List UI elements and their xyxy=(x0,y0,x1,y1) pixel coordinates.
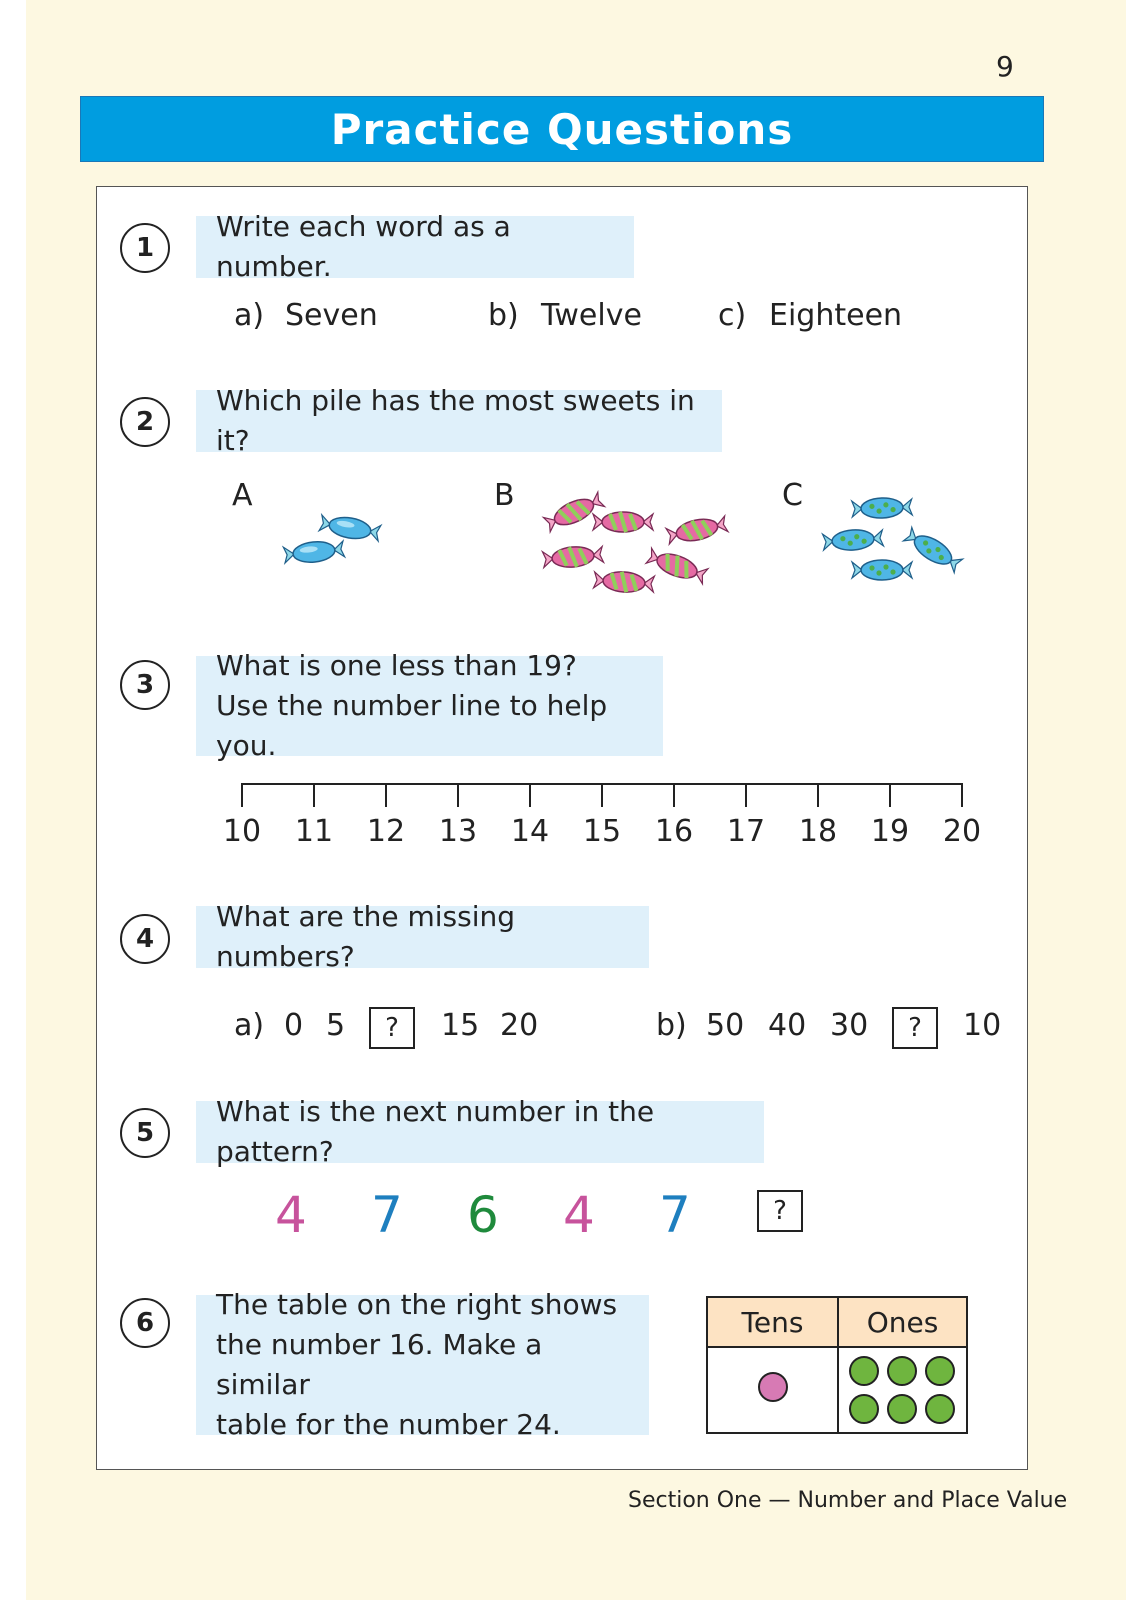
pattern-number: 4 xyxy=(275,1186,307,1244)
ones-counter xyxy=(887,1394,917,1424)
pile-a-label: A xyxy=(232,478,253,513)
q4a-missing-box[interactable] xyxy=(369,1007,415,1049)
question-5-prompt xyxy=(196,1095,764,1168)
ones-header xyxy=(839,1298,966,1348)
number-line-label: 20 xyxy=(942,814,982,849)
question-4-text: What are the missing numbers? xyxy=(216,900,516,973)
pink-striped-sweet-icon xyxy=(645,546,708,585)
question-2-text: Which pile has the most sweets in it? xyxy=(216,384,695,457)
question-4-prompt xyxy=(196,900,649,973)
pile-b-label: B xyxy=(494,478,515,513)
question-5-text: What is the next number in the pattern? xyxy=(216,1095,655,1168)
question-6-line-3: table for the number 24. xyxy=(216,1408,561,1441)
q4b-value: 40 xyxy=(768,1008,807,1043)
q1-part-b-word: Twelve xyxy=(541,298,642,333)
q4b-value: 10 xyxy=(963,1008,1002,1043)
question-3-line-1: What is one less than 19? xyxy=(216,649,577,682)
question-number-5: 5 xyxy=(120,1108,170,1158)
question-number-2: 2 xyxy=(120,397,170,447)
number-line-label: 10 xyxy=(222,814,262,849)
number-line-label: 14 xyxy=(510,814,550,849)
ones-counter xyxy=(925,1394,955,1424)
place-value-table xyxy=(706,1296,968,1434)
pile-a xyxy=(283,513,381,565)
page-number: 9 xyxy=(996,50,1014,83)
question-6-line-2: the number 16. Make a similar xyxy=(216,1328,543,1401)
pile-c-label: C xyxy=(782,478,803,513)
ones-counter xyxy=(925,1356,955,1386)
q4a-value: 15 xyxy=(441,1008,480,1043)
number-line-label: 13 xyxy=(438,814,478,849)
question-3-line-2: Use the number line to help you. xyxy=(216,689,608,762)
number-line-label: 19 xyxy=(870,814,910,849)
question-number-1: 1 xyxy=(120,223,170,273)
pattern-number: 7 xyxy=(659,1186,691,1244)
question-number-6: 6 xyxy=(120,1298,170,1348)
q1-part-a-label: a) xyxy=(234,298,265,333)
ones-counter xyxy=(849,1356,879,1386)
number-line-label: 18 xyxy=(798,814,838,849)
blue-spotted-sweet-icon xyxy=(822,528,883,552)
blue-spotted-sweet-icon xyxy=(902,526,963,575)
tens-counter xyxy=(758,1372,788,1402)
question-3-prompt xyxy=(196,649,663,762)
question-6-prompt xyxy=(196,1288,649,1441)
q4b-value: 30 xyxy=(830,1008,869,1043)
pattern-number: 6 xyxy=(467,1186,499,1244)
pink-striped-sweet-icon xyxy=(593,512,653,532)
tens-header xyxy=(708,1298,837,1348)
q4-part-b-label: b) xyxy=(656,1008,687,1043)
ones-counter xyxy=(887,1356,917,1386)
ones-counter xyxy=(849,1394,879,1424)
question-number-3: 3 xyxy=(120,660,170,710)
question-number-4: 4 xyxy=(120,914,170,964)
pile-b xyxy=(542,490,728,594)
q4a-value: 0 xyxy=(284,1008,304,1043)
q1-part-b-label: b) xyxy=(488,298,519,333)
pattern-number: 4 xyxy=(563,1186,595,1244)
blue-sweet-icon xyxy=(319,513,382,543)
table-divider xyxy=(837,1298,839,1432)
pile-c xyxy=(822,497,963,580)
ones-header-label: Ones xyxy=(866,1305,939,1339)
q4b-value: 50 xyxy=(706,1008,745,1043)
section-footer: Section One — Number and Place Value xyxy=(628,1488,1068,1513)
pink-striped-sweet-icon xyxy=(666,514,729,546)
q4a-value: 20 xyxy=(500,1008,539,1043)
question-1-text: Write each word as a number. xyxy=(216,210,511,283)
pink-striped-sweet-icon xyxy=(542,544,604,569)
blue-spotted-sweet-icon xyxy=(852,497,913,519)
pattern-missing-mark: ? xyxy=(773,1196,787,1226)
q4-part-a-label: a) xyxy=(234,1008,265,1043)
number-line-label: 12 xyxy=(366,814,406,849)
tens-header-label: Tens xyxy=(741,1305,804,1339)
q1-part-c-label: c) xyxy=(718,298,747,333)
pink-striped-sweet-icon xyxy=(593,570,654,594)
q4b-missing-mark: ? xyxy=(908,1013,922,1043)
blue-spotted-sweet-icon xyxy=(852,560,912,580)
q1-part-a-word: Seven xyxy=(285,298,378,333)
number-line-label: 16 xyxy=(654,814,694,849)
q1-part-c-word: Eighteen xyxy=(769,298,903,333)
number-line-label: 17 xyxy=(726,814,766,849)
q4a-value: 5 xyxy=(326,1008,346,1043)
q4b-missing-box[interactable] xyxy=(892,1007,938,1049)
pattern-number: 7 xyxy=(371,1186,403,1244)
question-6-line-1: The table on the right shows xyxy=(216,1288,618,1321)
blue-sweet-icon xyxy=(283,539,345,565)
page-title: Practice Questions xyxy=(330,104,794,154)
number-line-label: 15 xyxy=(582,814,622,849)
pattern-missing-box[interactable] xyxy=(757,1190,803,1232)
q4a-missing-mark: ? xyxy=(385,1013,399,1043)
number-line-label: 11 xyxy=(294,814,334,849)
